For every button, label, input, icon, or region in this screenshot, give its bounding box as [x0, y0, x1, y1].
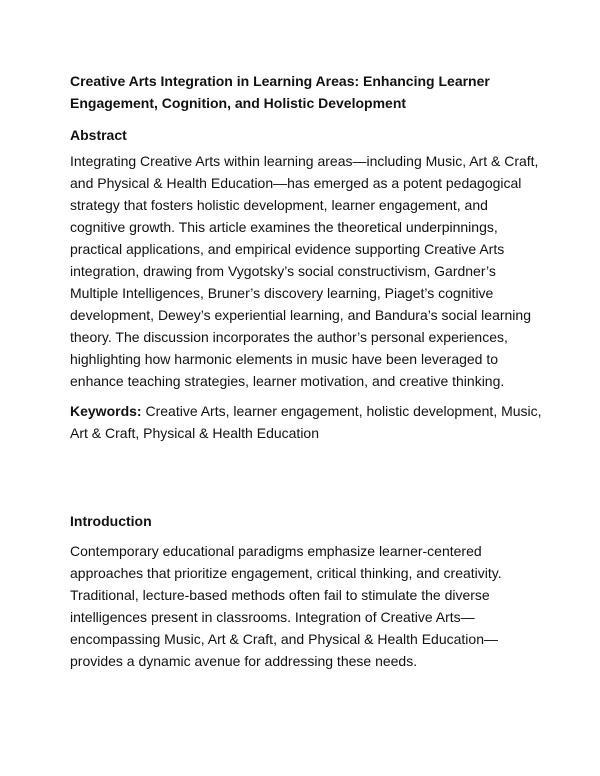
introduction-paragraph: Contemporary educational paradigms emphasize learner-centered approaches that prioritize engagement, critical thinking, and creativity. Traditional, lecture-based methods often fail to stimulate the diverse intelligences present in classrooms. Integration of Creative Arts—encompassing Music, Art & Craft, and Physical & Health Education—provides a dynamic avenue for addressing these needs. — [70, 543, 502, 669]
keywords-label: Keywords: — [70, 403, 142, 419]
abstract-heading: Abstract — [70, 127, 127, 143]
article-title: Creative Arts Integration in Learning Areas: Enhancing Learner Engagement, Cognition, and Holistic Development — [70, 73, 490, 111]
introduction-heading: Introduction — [70, 513, 152, 529]
abstract-paragraph: Integrating Creative Arts within learning areas—including Music, Art & Craft, and Physical & Health Education—has emerged as a potent pedagogical strategy that fosters holistic development, learner engagement, and cognitive growth. This article examines the theoretical underpinnings, practical applications, and empirical evidence supporting Creative Arts integration, drawing from Vygotsky’s social constructivism, Gardner’s Multiple Intelligences, Bruner’s discovery learning, Piaget’s cognitive development, Dewey’s experiential learning, and Bandura’s social learning theory. The discussion incorporates the author’s personal experiences, highlighting how harmonic elements in music have been leveraged to enhance teaching strategies, learner motivation, and creative thinking. — [70, 153, 539, 389]
keywords-line — [70, 400, 542, 444]
keywords-text: Creative Arts, learner engagement, holistic development, Music, Art & Craft, Physical & Health Education — [70, 403, 542, 441]
